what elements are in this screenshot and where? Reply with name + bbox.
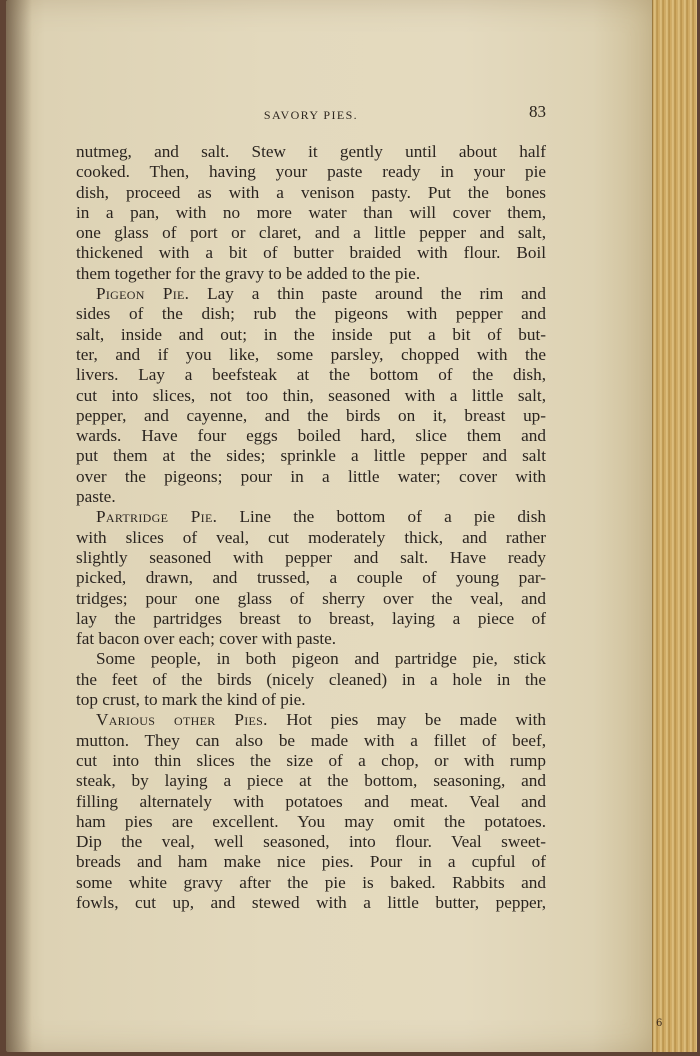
text-line	[76, 893, 546, 913]
line-text: fat bacon over each; cover with paste.	[76, 629, 337, 649]
line-text: mutton. They can also be made with a fillet of beef,	[76, 730, 546, 750]
spine-shadow	[6, 0, 32, 1052]
text-line	[76, 528, 546, 548]
line-text: some white gravy after the pie is baked. Rabbits and	[76, 872, 546, 892]
text-line	[76, 426, 546, 446]
text-line	[76, 629, 546, 649]
line-text: livers. Lay a beefsteak at the bottom of the dish,	[76, 365, 546, 385]
text-line	[76, 467, 546, 487]
body-text	[76, 142, 546, 913]
section-heading: Various other Pies.	[96, 710, 268, 730]
page-number: 83	[529, 102, 546, 121]
line-text: nutmeg, and salt. Stew it gently until about half	[76, 142, 546, 161]
text-line	[76, 406, 546, 426]
text-line	[76, 142, 546, 162]
line-text: dish, proceed as with a venison pasty. Put the bones	[76, 182, 546, 202]
text-line	[76, 304, 546, 324]
line-text: thickened with a bit of butter braided with flour. Boil	[76, 243, 546, 263]
text-line	[76, 670, 546, 690]
line-text: Line the bottom of a pie dish	[217, 507, 546, 527]
line-text: steak, by laying a piece at the bottom, seasoning, and	[76, 771, 546, 791]
line-text: with slices of veal, cut moderately thick, and rather	[76, 527, 546, 547]
text-line	[76, 203, 546, 223]
text-line	[76, 751, 546, 771]
line-text: Dip the veal, well seasoned, into flour. Veal sweet-	[76, 832, 546, 852]
text-line	[76, 162, 546, 182]
line-text: picked, drawn, and trussed, a couple of young par-	[76, 568, 546, 588]
text-line	[76, 832, 546, 852]
page-edges	[652, 0, 697, 1052]
line-text: them together for the gravy to be added to the pie.	[76, 263, 421, 283]
line-text: lay the partridges breast to breast, laying a piece of	[76, 608, 546, 628]
text-line	[76, 264, 546, 284]
line-text: ham pies are excellent. You may omit the potatoes.	[76, 811, 546, 831]
text-line	[76, 284, 546, 304]
text-line	[76, 710, 546, 730]
line-text: paste.	[76, 487, 116, 507]
text-line	[76, 873, 546, 893]
line-text: one glass of port or claret, and a little pepper and salt,	[76, 223, 546, 243]
text-line	[76, 365, 546, 385]
line-text: cooked. Then, having your paste ready in your pie	[76, 162, 546, 182]
text-line	[76, 446, 546, 466]
text-line	[76, 731, 546, 751]
line-text: pepper, and cayenne, and the birds on it, breast up-	[76, 405, 546, 425]
text-line	[76, 792, 546, 812]
line-text: over the pigeons; pour in a little water; cover with	[76, 466, 546, 486]
text-line	[76, 548, 546, 568]
line-text: cut into thin slices the size of a chop, or with rump	[76, 750, 546, 770]
text-line	[76, 609, 546, 629]
line-text: wards. Have four eggs boiled hard, slice them and	[76, 426, 546, 446]
line-text: put them at the sides; sprinkle a little pepper and salt	[76, 446, 546, 466]
text-line	[76, 771, 546, 791]
line-text: filling alternately with potatoes and meat. Veal and	[76, 791, 546, 811]
text-line	[76, 223, 546, 243]
text-line	[76, 589, 546, 609]
running-head: SAVORY PIES.	[263, 108, 359, 122]
line-text: sides of the dish; rub the pigeons with pepper and	[76, 304, 546, 324]
line-text: Some people, in both pigeon and partridge pie, stick	[96, 649, 546, 669]
line-text: breads and ham make nice pies. Pour in a cupful of	[76, 852, 546, 872]
section-heading: Pigeon Pie.	[96, 284, 190, 304]
line-text: Lay a thin paste around the rim and	[189, 284, 546, 304]
text-line	[76, 325, 546, 345]
line-text: ter, and if you like, some parsley, chopped with the	[76, 344, 546, 364]
line-text: slightly seasoned with pepper and salt. Have ready	[76, 547, 546, 567]
text-line	[76, 690, 546, 710]
text-line	[76, 345, 546, 365]
line-text: in a pan, with no more water than will cover them,	[76, 202, 546, 222]
text-line	[76, 386, 546, 406]
text-line	[76, 507, 546, 527]
text-line	[76, 487, 546, 507]
section-heading: Partridge Pie.	[96, 507, 218, 527]
line-text: fowls, cut up, and stewed with a little butter, pepper,	[76, 892, 546, 912]
corner-mark: 6	[656, 1018, 663, 1029]
line-text: Hot pies may be made with	[267, 710, 546, 730]
line-text: salt, inside and out; in the inside put a bit of but-	[76, 324, 546, 344]
page-header	[76, 100, 546, 128]
text-line	[76, 568, 546, 588]
line-text: cut into slices, not too thin, seasoned with a little salt,	[76, 385, 546, 405]
text-line	[76, 812, 546, 832]
line-text: tridges; pour one glass of sherry over the veal, and	[76, 588, 546, 608]
text-line	[76, 852, 546, 872]
text-line	[76, 649, 546, 669]
text-line	[76, 183, 546, 203]
text-line	[76, 243, 546, 263]
line-text: top crust, to mark the kind of pie.	[76, 690, 306, 710]
line-text: the feet of the birds (nicely cleaned) in a hole in the	[76, 669, 546, 689]
